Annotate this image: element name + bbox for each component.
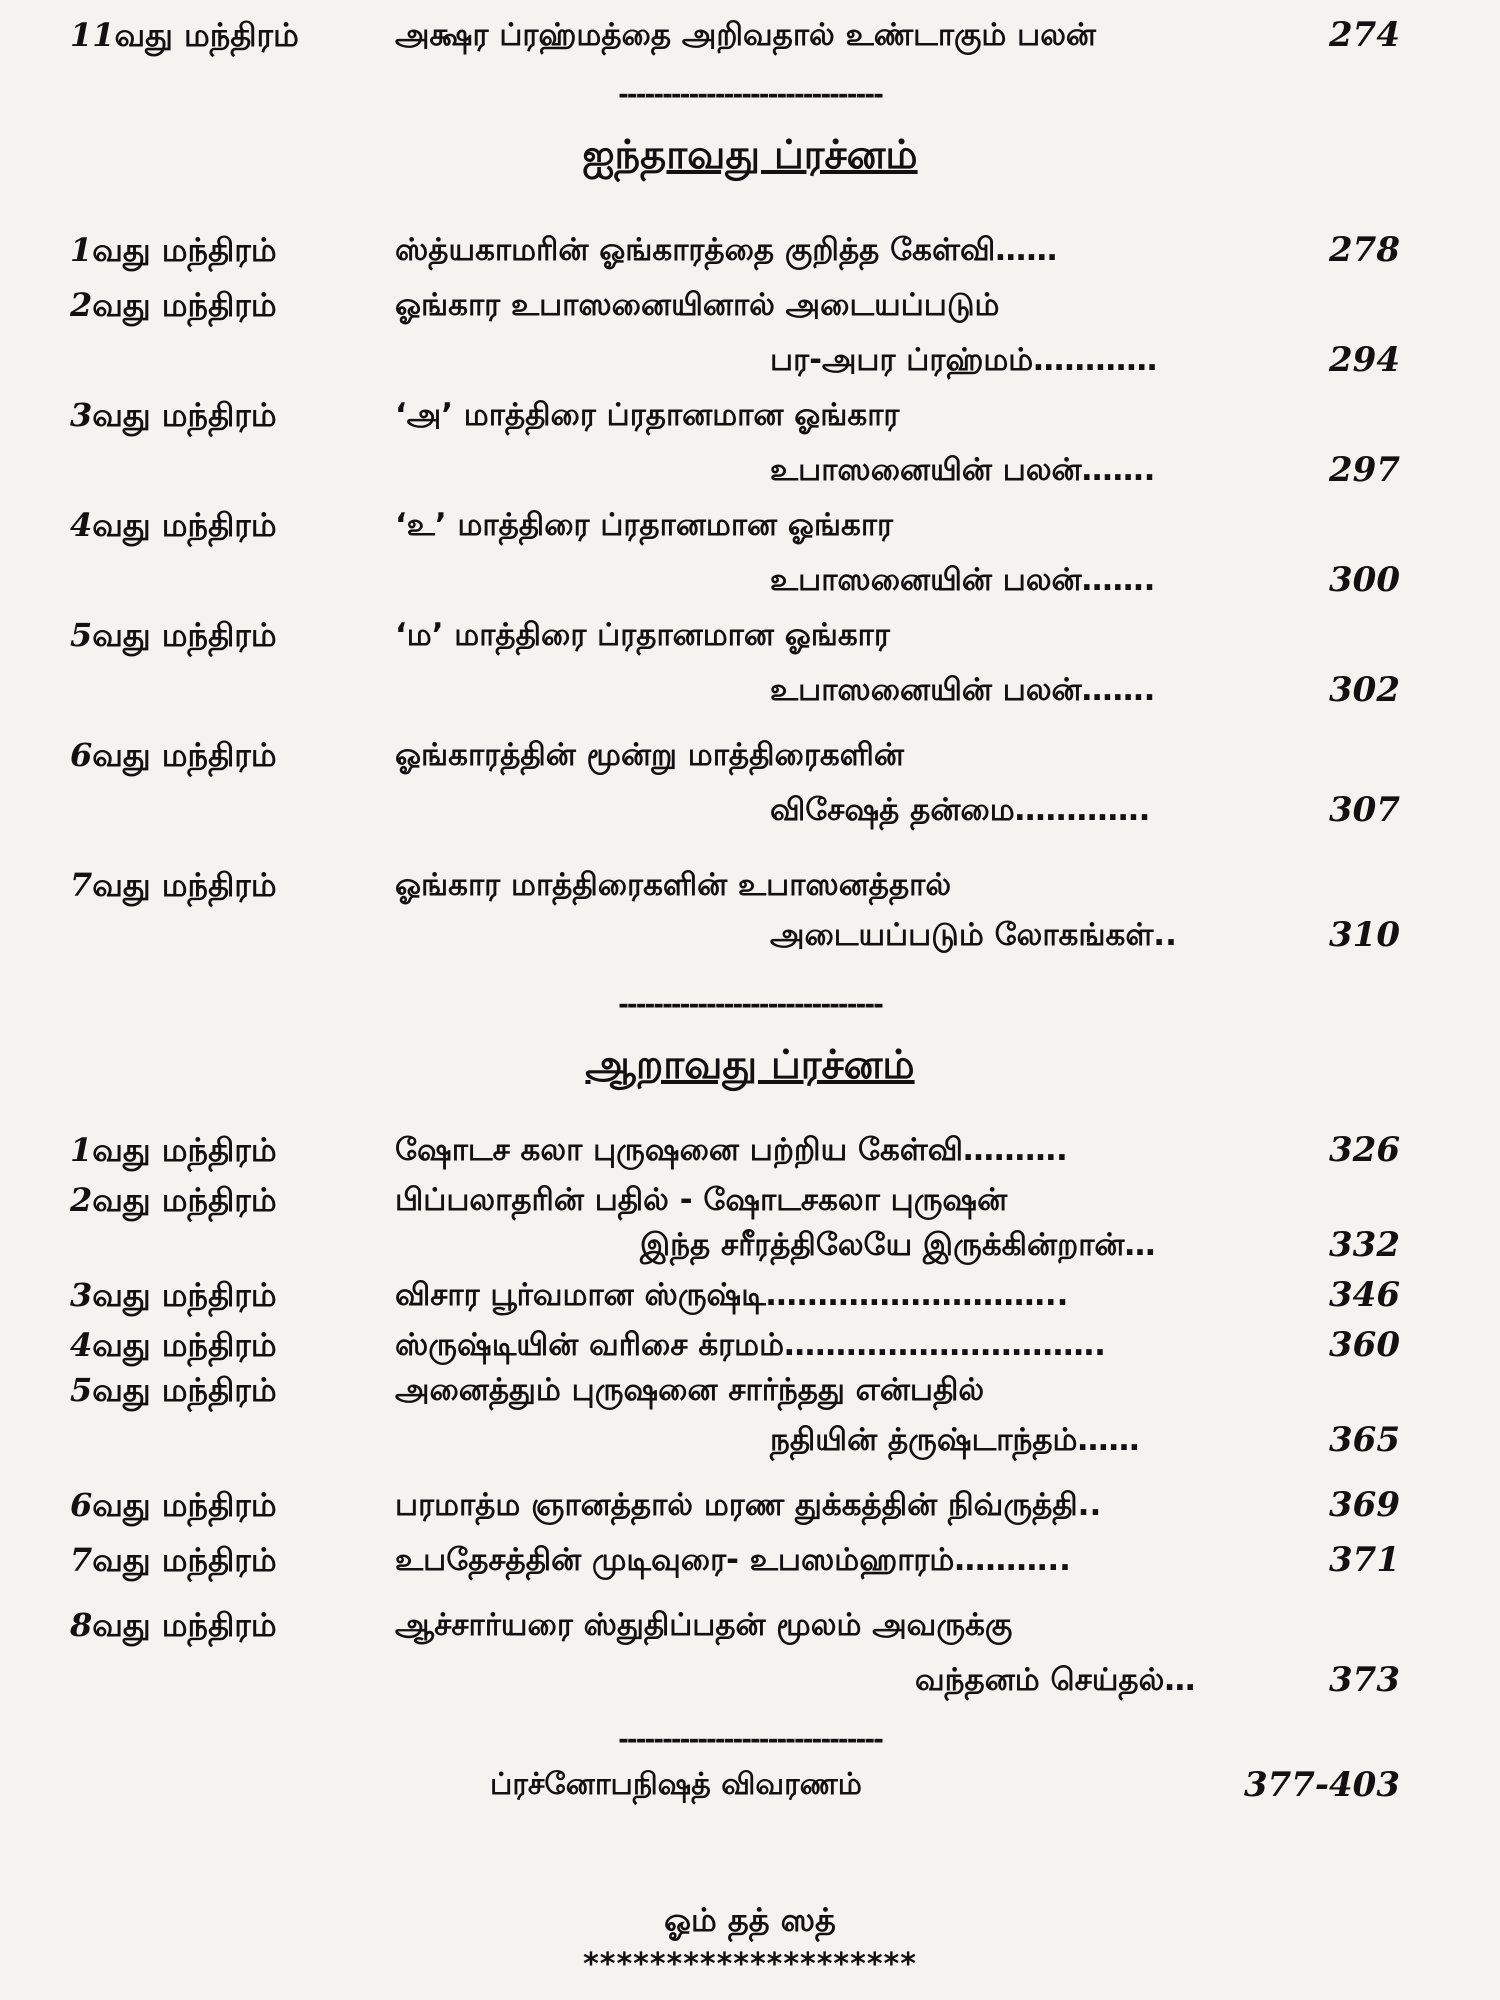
entry-title: பர-அபர ப்ரஹ்மம்…………	[770, 342, 1158, 378]
entry-title: அனைத்தும் புருஷனை சார்ந்தது என்பதில்	[395, 1372, 985, 1408]
page-number: 326	[1329, 1130, 1400, 1170]
page-number: 369	[1329, 1485, 1400, 1525]
toc-entry	[0, 1475, 1500, 1535]
mantra-number: 4வது மந்திரம்	[70, 1326, 277, 1364]
mantra-number: 3வது மந்திரம்	[70, 1276, 277, 1314]
entry-title: ‘ம’ மாத்திரை ப்ரதானமான ஓங்கார	[395, 617, 890, 653]
entry-title: உபாஸனையின் பலன்…….	[770, 672, 1156, 708]
stars-separator: ********************	[583, 1947, 917, 1982]
page-number: 377-403	[1243, 1765, 1400, 1805]
toc-entry-continuation	[0, 440, 1500, 500]
toc-entry	[0, 1530, 1500, 1590]
page-number: 302	[1329, 670, 1400, 710]
entry-title: விசார பூர்வமான ஸ்ருஷ்டி………………………..	[395, 1277, 1069, 1313]
toc-entry	[0, 605, 1500, 665]
entry-title: ஓங்கார மாத்திரைகளின் உபாஸனத்தால்	[395, 867, 952, 903]
entry-title: நதியின் த்ருஷ்டாந்தம்……	[770, 1422, 1140, 1458]
section-divider: ------------------------------	[618, 990, 882, 1020]
section-divider: ------------------------------	[618, 1725, 882, 1755]
toc-entry-continuation	[0, 905, 1500, 965]
page-number: 294	[1329, 340, 1400, 380]
entry-title: அடையப்படும் லோகங்கள்..	[770, 917, 1177, 953]
toc-entry	[0, 385, 1500, 445]
mantra-number: 1வது மந்திரம்	[70, 1131, 277, 1169]
entry-title: ஓங்கார உபாஸனையினால் அடையப்படும்	[395, 287, 1000, 323]
toc-entry	[0, 495, 1500, 555]
closing-invocation: ஓம் தத் ஸத்	[664, 1901, 836, 1939]
mantra-number: 6வது மந்திரம்	[70, 736, 277, 774]
entry-title: ஸ்ருஷ்டியின் வரிசை க்ரமம்………………………….	[395, 1327, 1106, 1363]
toc-entry	[0, 275, 1500, 335]
entry-title: பரமாத்ம ஞானத்தால் மரண துக்கத்தின் நிவ்ருத்தி..	[395, 1487, 1102, 1523]
entry-title: இந்த சரீரத்திலேயே இருக்கின்றான்…	[640, 1227, 1156, 1263]
entry-title: ஆச்சார்யரை ஸ்துதிப்பதன் மூலம் அவருக்கு	[395, 1607, 1013, 1643]
toc-entry-footer	[0, 1755, 1500, 1815]
page-number: 346	[1329, 1275, 1400, 1315]
mantra-number: 3வது மந்திரம்	[70, 396, 277, 434]
toc-entry	[0, 220, 1500, 280]
entry-title: வந்தனம் செய்தல்…	[915, 1662, 1196, 1698]
mantra-number: 7வது மந்திரம்	[70, 1541, 277, 1579]
entry-title: பிப்பலாதரின் பதில் - ஷோடசகலா புருஷன்	[395, 1182, 1008, 1218]
mantra-number: 8வது மந்திரம்	[70, 1606, 277, 1644]
entry-title: ‘அ’ மாத்திரை ப்ரதானமான ஓங்கார	[395, 397, 900, 433]
entry-title: ஓங்காரத்தின் மூன்று மாத்திரைகளின்	[395, 737, 904, 773]
page-number: 307	[1329, 790, 1400, 830]
page-number: 371	[1329, 1540, 1400, 1580]
toc-entry-continuation	[0, 780, 1500, 840]
page-number: 278	[1329, 230, 1400, 270]
page-number: 297	[1329, 450, 1400, 490]
entry-title: ஷோடச கலா புருஷனை பற்றிய கேள்வி……….	[395, 1132, 1068, 1168]
toc-entry-continuation	[0, 330, 1500, 390]
mantra-number: 5வது மந்திரம்	[70, 1371, 277, 1409]
mantra-number: 11வது மந்திரம்	[70, 16, 299, 54]
toc-entry-continuation	[0, 1410, 1500, 1470]
mantra-number: 1வது மந்திரம்	[70, 231, 277, 269]
entry-title: உபாஸனையின் பலன்…….	[770, 562, 1156, 598]
page-number: 274	[1329, 15, 1400, 55]
section-heading-fifth: ஐந்தாவது ப்ரச்னம்	[582, 132, 918, 178]
mantra-number: 2வது மந்திரம்	[70, 286, 277, 324]
entry-title: ப்ரச்னோபநிஷத் விவரணம்	[490, 1767, 862, 1802]
page-number: 300	[1329, 560, 1400, 600]
toc-entry-continuation	[0, 660, 1500, 720]
mantra-number: 7வது மந்திரம்	[70, 866, 277, 904]
entry-title: உபாஸனையின் பலன்…….	[770, 452, 1156, 488]
entry-title: ஸ்த்யகாமரின் ஓங்காரத்தை குறித்த கேள்வி……	[395, 232, 1058, 268]
toc-entry	[0, 725, 1500, 785]
entry-title: விசேஷத் தன்மை………….	[770, 792, 1151, 828]
entry-title: உபதேசத்தின் முடிவுரை- உபஸம்ஹாரம்………..	[395, 1542, 1071, 1578]
entry-title: ‘உ’ மாத்திரை ப்ரதானமான ஓங்கார	[395, 507, 894, 543]
toc-entry	[0, 5, 1500, 65]
toc-entry-continuation	[0, 550, 1500, 610]
toc-entry-continuation	[0, 1650, 1500, 1710]
toc-entry	[0, 1595, 1500, 1655]
page-number: 332	[1329, 1225, 1400, 1265]
entry-title: அக்ஷர ப்ரஹ்மத்தை அறிவதால் உண்டாகும் பலன்	[395, 17, 1096, 53]
section-divider: ------------------------------	[618, 80, 882, 110]
mantra-number: 2வது மந்திரம்	[70, 1181, 277, 1219]
page-number: 360	[1329, 1325, 1400, 1365]
mantra-number: 5வது மந்திரம்	[70, 616, 277, 654]
section-heading-sixth: ஆறாவது ப்ரச்னம்	[585, 1042, 915, 1088]
page-number: 365	[1329, 1420, 1400, 1460]
mantra-number: 6வது மந்திரம்	[70, 1486, 277, 1524]
page-number: 310	[1329, 915, 1400, 955]
mantra-number: 4வது மந்திரம்	[70, 506, 277, 544]
page-number: 373	[1329, 1660, 1400, 1700]
